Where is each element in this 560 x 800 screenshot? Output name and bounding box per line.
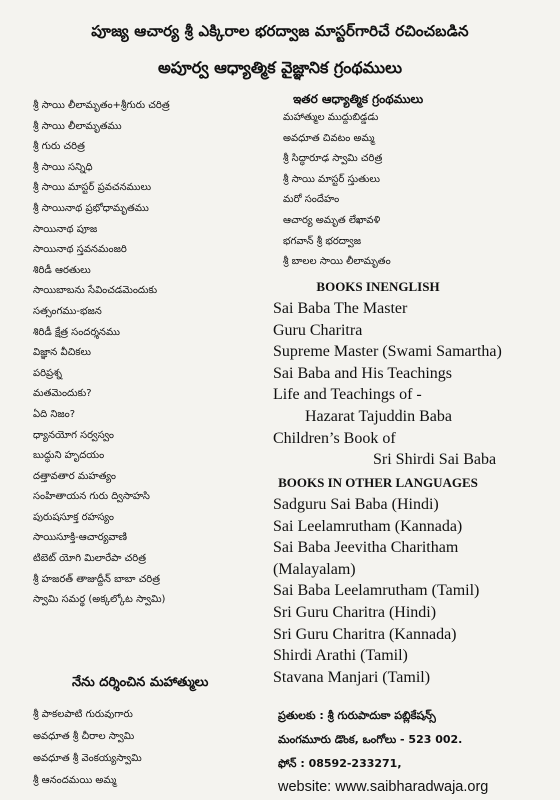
address-line: మంగమూరు డొంక, ఒంగోలు - 523 002. [278,733,463,746]
list-item: సాయినాథ పూజ [33,223,98,235]
list-item: శ్రీ పాకలపాటి గురువుగారు [33,709,133,720]
seen-mahatmas-list [33,704,273,792]
list-item: Sai Baba Leelamrutham (Tamil) [273,582,480,600]
list-item: పరిప్రశ్న [33,367,63,379]
publisher-line: ప్రతులకు : శ్రీ గురుపాదుకా పబ్లికేషన్స్ [278,709,436,722]
list-item: స్వామి సమర్థ (అక్కల్కోట స్వామి) [33,594,166,606]
list-item: ధ్యానయోగ సర్వస్వం [33,429,114,441]
list-item: Stavana Manjari (Tamil) [273,668,431,686]
list-item: శ్రీ సాయి లీలామృతం+శ్రీగురు చరిత్ర [33,100,170,111]
list-item: Life and Teachings of - [273,386,422,404]
list-item: టిబెట్ యోగి మిలారేపా చరిత్ర [33,553,146,565]
list-item: Sai Baba Jeevitha Charitham [273,539,459,557]
list-item: Sai Leelamrutham (Kannada) [273,517,463,535]
list-item: సత్సంగము-భజన [33,305,102,317]
section-heading-english: BOOKS INENGLISH [316,279,440,294]
list-item: శిరిడీ ఆరతులు [33,264,91,276]
list-item: సాయిసూక్తి-ఆచార్యవాణి [33,532,128,544]
list-item: సాయినాథ స్తవనమంజరి [33,244,127,256]
other-languages-list [273,472,483,688]
list-item: మరో సందేహం [283,194,340,206]
list-item: దత్తావతార మహత్యం [33,470,116,482]
list-item: (Malayalam) [273,560,356,578]
list-item: శ్రీ బాలల సాయి లీలామృతం [283,256,391,268]
list-item: సంహితాయన గురు ద్విసాహసి [33,491,150,503]
list-item: Sri Guru Charitra (Kannada) [273,625,457,643]
phone-line: ఫోన్ : 08592-233271, [278,757,402,770]
page-title-line2: అపూర్వ ఆధ్యాత్మిక వైజ్ఞానిక గ్రంథములు [158,58,402,77]
list-item: Children’s Book of [273,429,396,447]
list-item: శ్రీ సాయినాథ ప్రభోధామృతము [33,202,149,214]
list-item: శ్రీ సాయి మాస్టర్ స్తుతులు [283,173,380,185]
list-item: Sri Shirdi Sai Baba [373,451,497,469]
list-item: శిరిడీ క్షేత్ర సందర్శనము [33,326,120,338]
telugu-books-list [33,96,273,611]
list-item: Supreme Master (Swami Samartha) [273,343,502,361]
list-item: విజ్ఞాన వీచికలు [33,347,91,359]
section-heading-other-spiritual: ఇతర ఆధ్యాత్మిక గ్రంథములు [293,92,424,106]
website-line: website: www.saibharadwaja.org [278,779,489,795]
list-item: శ్రీ సాయి మాస్టర్ ప్రవచనములు [33,182,152,194]
list-item: Guru Charitra [273,321,363,339]
list-item: అవధూత చివటం అమ్మ [283,132,375,144]
page-title-line1: పూజ్య ఆచార్య శ్రీ ఎక్కిరాల భరద్వాజ మాస్టర్‌గారిచే రచించబడిన [91,22,469,40]
list-item: శ్రీ సాయి సన్నిధి [33,161,93,173]
list-item: భగవాన్ శ్రీ భరద్వాజ [283,235,362,247]
list-item: మహాత్ముల ముద్దుబిడ్డడు [283,112,379,123]
list-item: Sai Baba The Master [273,300,408,317]
list-item: పురుషసూక్త రహస్యం [33,511,114,523]
list-item: శ్రీ సాయి లీలామృతము [33,120,122,132]
list-item: ఏది నిజం? [33,408,76,420]
list-item: అవధూత శ్రీ వెంకయ్యస్వామి [33,753,142,764]
list-item: Shirdi Arathi (Tamil) [273,647,408,665]
list-item: శ్రీ ఆనందమయి అమ్మ [33,775,117,786]
english-books-list [273,276,502,471]
other-spiritual-list [283,90,555,273]
list-item: శ్రీ హజరత్ తాజుద్దీన్ బాబా చరిత్ర [33,573,161,585]
section-heading-other-languages: BOOKS IN OTHER LANGUAGES [278,475,478,490]
list-item: Sai Baba and His Teachings [273,364,452,382]
list-item: బుద్ధుని హృదయం [33,450,105,462]
list-item: Sadguru Sai Baba (Hindi) [273,496,439,513]
contact-block [278,704,558,798]
list-item: Sri Guru Charitra (Hindi) [273,603,437,621]
list-item: మతమెందుకు? [33,388,92,400]
list-item: Hazarat Tajuddin Baba [305,407,452,425]
list-item: ఆచార్య అమృత లేఖావళి [283,214,381,226]
list-item: శ్రీ గురు చరిత్ర [33,141,85,153]
list-item: శ్రీ సిద్ధారూఢ స్వామి చరిత్ర [283,153,383,165]
list-item: అవధూత శ్రీ చీరాల స్వామి [33,731,135,742]
section-heading-seen-mahatmas: నేను దర్శించిన మహాత్ములు [72,675,209,690]
list-item: సాయిబాబను సేవించడమెందుకు [33,285,158,297]
